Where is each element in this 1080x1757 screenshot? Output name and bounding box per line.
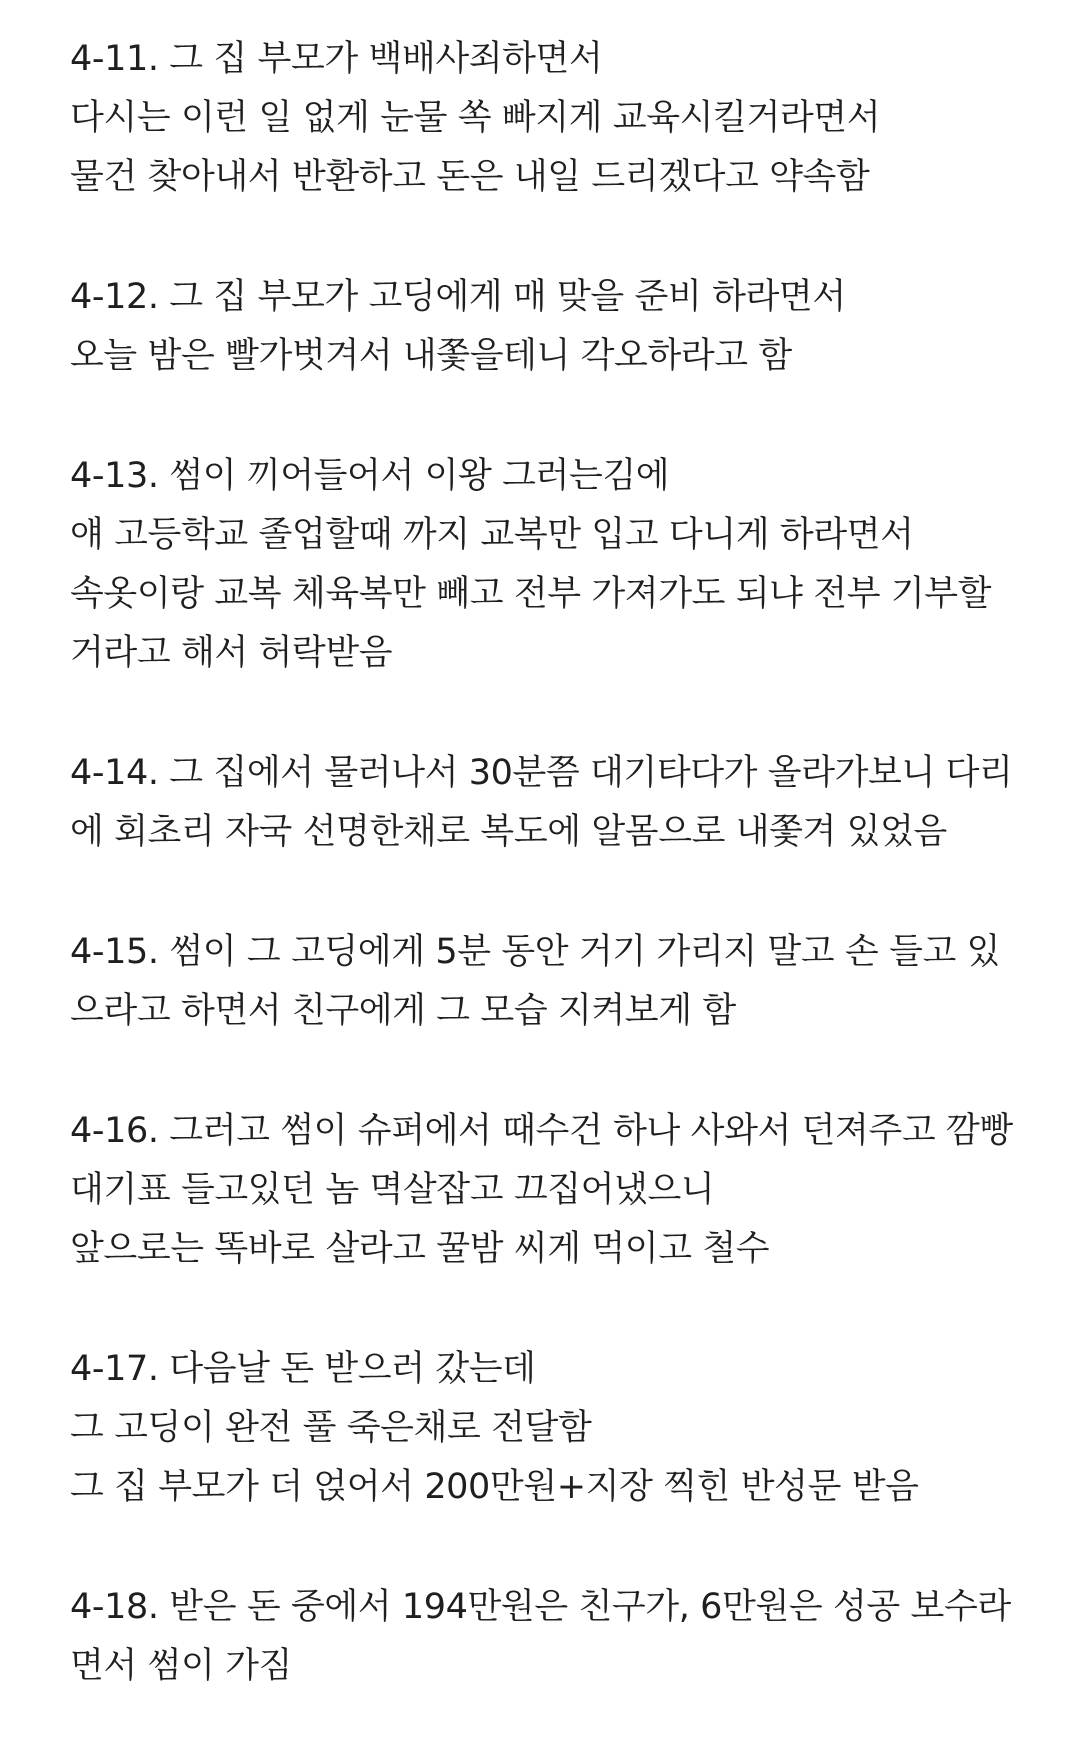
paragraph-4-16 <box>70 1102 1050 1279</box>
text-line: 대기표 들고있던 놈 멱살잡고 끄집어냈으니 <box>70 1170 715 1210</box>
story-text <box>70 30 1050 1757</box>
text-line: 4-15. 썸이 그 고딩에게 5분 동안 거기 가리지 말고 손 들고 있 <box>70 932 1001 972</box>
text-line: 4-11. 그 집 부모가 백배사죄하면서 <box>70 39 603 79</box>
text-line: 앞으로는 똑바로 살라고 꿀밤 씨게 먹이고 철수 <box>70 1229 770 1269</box>
paragraph-4-15 <box>70 923 1050 1041</box>
text-line: 그 고딩이 완전 풀 죽은채로 전달함 <box>70 1408 592 1448</box>
paragraph-4-11 <box>70 30 1050 207</box>
text-line: 속옷이랑 교복 체육복만 빼고 전부 가져가도 되냐 전부 기부할 <box>70 574 992 614</box>
text-line: 으라고 하면서 친구에게 그 모습 지켜보게 함 <box>70 991 736 1031</box>
text-line: 4-14. 그 집에서 물러나서 30분쯤 대기타다가 올라가보니 다리 <box>70 753 1013 793</box>
paragraph-4-17 <box>70 1340 1050 1517</box>
text-line: 4-17. 다음날 돈 받으러 갔는데 <box>70 1349 536 1389</box>
text-line: 다시는 이런 일 없게 눈물 쏙 빠지게 교육시킬거라면서 <box>70 98 881 138</box>
text-line: 4-12. 그 집 부모가 고딩에게 매 맞을 준비 하라면서 <box>70 277 846 317</box>
text-line: 면서 썸이 가짐 <box>70 1646 292 1686</box>
paragraph-4-14 <box>70 744 1050 862</box>
text-line: 오늘 밤은 빨가벗겨서 내쫓을테니 각오하라고 함 <box>70 336 792 376</box>
text-line: 4-13. 썸이 끼어들어서 이왕 그러는김에 <box>70 456 670 496</box>
text-line: 얘 고등학교 졸업할때 까지 교복만 입고 다니게 하라면서 <box>70 515 914 555</box>
text-line: 그 집 부모가 더 얹어서 200만원+지장 찍힌 반성문 받음 <box>70 1467 919 1507</box>
text-line: 거라고 해서 허락받음 <box>70 633 393 673</box>
paragraph-4-12 <box>70 268 1050 386</box>
text-line: 에 회초리 자국 선명한채로 복도에 알몸으로 내쫓겨 있었음 <box>70 812 947 852</box>
text-line: 물건 찾아내서 반환하고 돈은 내일 드리겠다고 약속함 <box>70 157 870 197</box>
paragraph-4-13 <box>70 447 1050 683</box>
text-line: 4-16. 그러고 썸이 슈퍼에서 때수건 하나 사와서 던져주고 깜빵 <box>70 1111 1013 1151</box>
text-line: 4-18. 받은 돈 중에서 194만원은 친구가, 6만원은 성공 보수라 <box>70 1587 1011 1627</box>
paragraph-4-18 <box>70 1578 1050 1696</box>
